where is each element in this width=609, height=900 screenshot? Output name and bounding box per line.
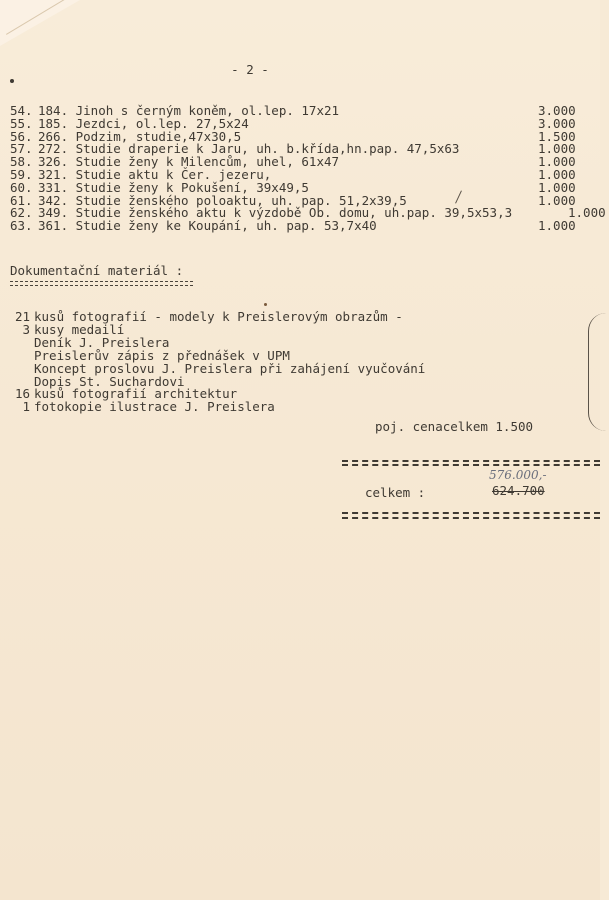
item-price: 3.000 bbox=[538, 115, 576, 131]
item-price: 1.000 bbox=[568, 205, 606, 221]
struck-total-value: 624.700 bbox=[492, 483, 545, 498]
item-number: 56. bbox=[10, 128, 33, 144]
item-number: 57. bbox=[10, 141, 33, 157]
documentation-quantity: 3 bbox=[22, 321, 30, 337]
item-price: 1.000 bbox=[538, 179, 576, 195]
documentation-quantity: 21 bbox=[14, 309, 30, 324]
artwork-row bbox=[10, 219, 600, 232]
item-price: 3.000 bbox=[538, 103, 576, 118]
item-description: 272. Studie draperie k Jaru, uh. b.křída,hn.pap. 47,5x63 bbox=[38, 141, 460, 157]
documentation-text: Koncept proslovu J. Preislera při zahájení vyučování bbox=[34, 360, 426, 376]
item-price: 1.500 bbox=[538, 128, 576, 144]
item-price: 1.000 bbox=[538, 154, 576, 170]
item-price: 1.000 bbox=[538, 141, 576, 157]
item-description: 326. Studie ženy k Milencům, uhel, 61x47 bbox=[38, 154, 340, 170]
item-price: 1.000 bbox=[538, 218, 576, 234]
total-rule-top bbox=[342, 460, 600, 462]
total-label: celkem : bbox=[365, 485, 426, 500]
item-number: 54. bbox=[10, 103, 33, 118]
handwritten-corrected-total: 576.000,- bbox=[489, 468, 547, 482]
documentation-text: Preislerův zápis z přednášek v UPM bbox=[34, 347, 290, 363]
margin-bracket bbox=[588, 313, 609, 431]
item-description: 266. Podzim, studie,47x30,5 bbox=[38, 128, 242, 144]
page-number: - 2 - bbox=[231, 62, 269, 77]
documentation-quantity: 1 bbox=[22, 399, 30, 415]
insurance-value-line: poj. cenacelkem 1.500 bbox=[375, 419, 534, 434]
item-number: 61. bbox=[10, 192, 33, 208]
ink-dot bbox=[264, 303, 267, 306]
documentation-text: fotokopie ilustrace J. Preislera bbox=[34, 399, 275, 415]
folded-corner bbox=[0, 0, 80, 46]
item-description: 184. Jinoh s černým koněm, ol.lep. 17x21 bbox=[38, 103, 340, 118]
documentation-text: kusů fotografií - modely k Preislerovým obrazům - bbox=[34, 309, 403, 324]
item-price: 1.000 bbox=[538, 192, 576, 208]
item-number: 63. bbox=[10, 218, 33, 234]
item-description: 342. Studie ženského poloaktu, uh. pap. 51,2x39,5 bbox=[38, 192, 407, 208]
item-number: 60. bbox=[10, 179, 33, 195]
item-description: 321. Studie aktu k Čer. jezeru, bbox=[38, 167, 272, 182]
item-number: 62. bbox=[10, 205, 33, 221]
documentation-text: kusy medailí bbox=[34, 321, 125, 337]
item-price: 1.000 bbox=[538, 167, 576, 182]
item-number: 55. bbox=[10, 115, 33, 131]
documentation-text: Dopis St. Suchardovi bbox=[34, 373, 185, 389]
artwork-row bbox=[10, 181, 600, 194]
total-rule-bottom bbox=[342, 512, 600, 514]
item-description: 349. Studie ženského aktu k výzdobě Ob. domu, uh.pap. 39,5x53,3 bbox=[38, 205, 513, 221]
item-description: 185. Jezdci, ol.lep. 27,5x24 bbox=[38, 115, 249, 131]
item-number: 58. bbox=[10, 154, 33, 170]
item-description: 361. Studie ženy ke Koupání, uh. pap. 53,7x40 bbox=[38, 218, 377, 234]
total-rule-top-2 bbox=[342, 464, 600, 466]
margin-mark bbox=[10, 79, 14, 83]
total-rule-bottom-2 bbox=[342, 517, 600, 519]
item-description: 331. Studie ženy k Pokušení, 39x49,5 bbox=[38, 179, 309, 195]
documentation-quantity: 16 bbox=[14, 386, 30, 402]
documentation-text: Deník J. Preislera bbox=[34, 334, 170, 350]
documentation-heading: Dokumentační materiál : bbox=[10, 263, 184, 278]
heading-underline bbox=[10, 281, 193, 286]
artwork-row bbox=[10, 117, 600, 130]
item-number: 59. bbox=[10, 167, 33, 182]
documentation-text: kusů fotografií architektur bbox=[34, 386, 238, 402]
